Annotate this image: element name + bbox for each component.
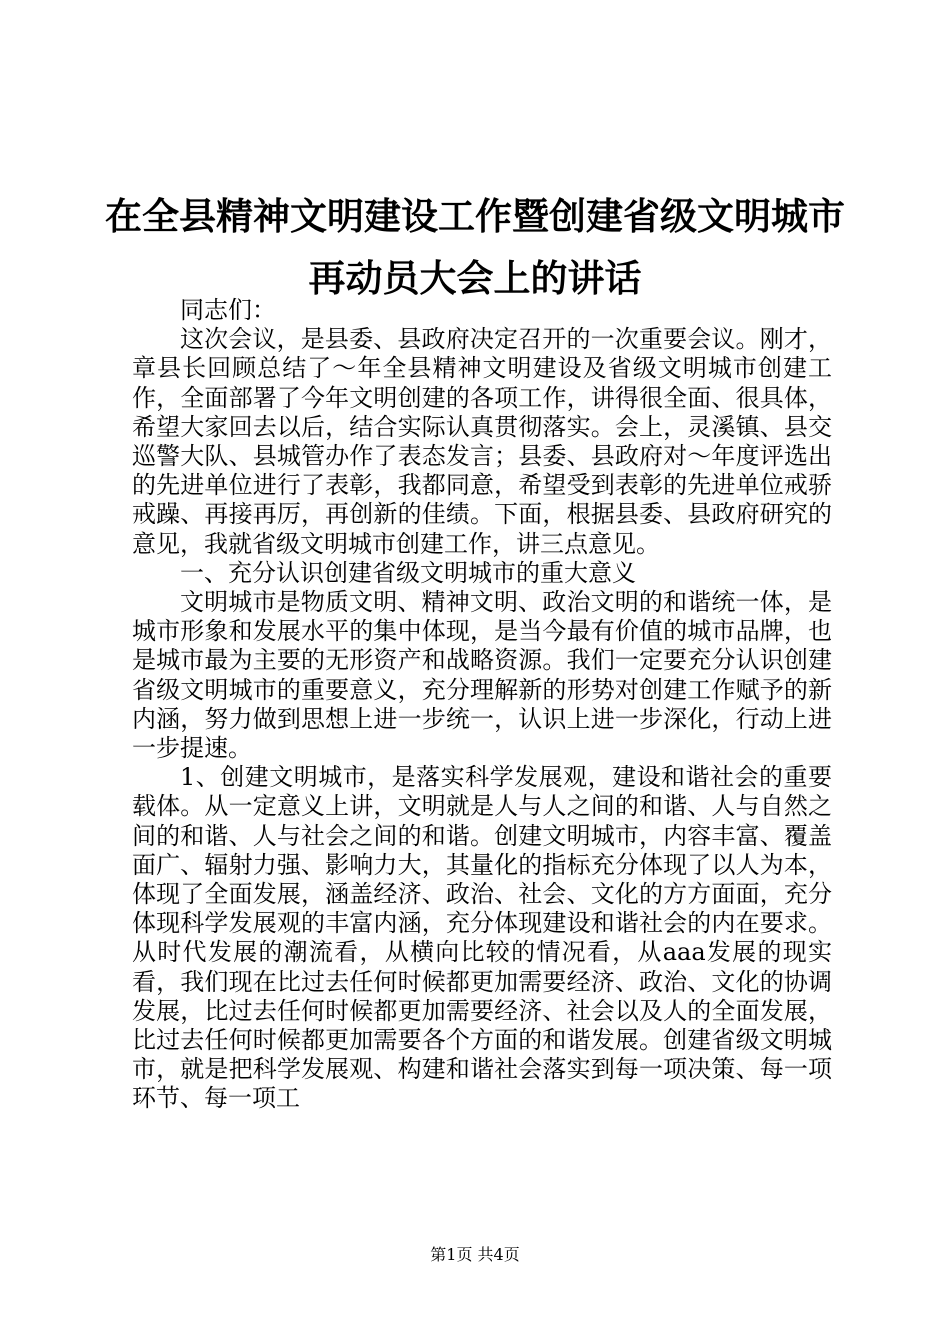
document-title-line-1: 在全县精神文明建设工作暨创建省级文明城市 bbox=[105, 194, 845, 238]
salutation: 同志们： bbox=[180, 296, 276, 324]
paragraph-intro: 这次会议，是县委、县政府决定召开的一次重要会议。刚才，章县长回顾总结了～年全县精神文明建设及省级文明城市创建工作，全面部署了今年文明创建的各项工作，讲得很全面、很具体，希望大家回去以后，结合实际认真贯彻落实。会上，灵溪镇、县交巡警大队、县城管办作了表态发言；县委、县政府对～年度评选出的先进单位进行了表彰，我都同意，希望受到表彰的先进单位戒骄戒躁、再接再厉，再创新的佳绩。下面，根据县委、县政府研究的意见，我就省级文明城市创建工作，讲三点意见。 bbox=[132, 325, 832, 558]
paragraph: 1、创建文明城市，是落实科学发展观，建设和谐社会的重要载体。从一定意义上讲，文明就是人与人之间的和谐、人与自然之间的和谐、人与社会之间的和谐。创建文明城市，内容丰富、覆盖面广、辐射力强、影响力大，其量化的指标充分体现了以人为本，体现了全面发展，涵盖经济、政治、社会、文化的方方面面，充分体现科学发展观的丰富内涵，充分体现建设和谐社会的内在要求。从时代发展的潮流看，从横向比较的情况看，从aaa发展的现实看，我们现在比过去任何时候都更加需要经济、政治、文化的协调发展，比过去任何时候都更加需要经济、社会以及人的全面发展，比过去任何时候都更加需要各个方面的和谐发展。创建省级文明城市，就是把科学发展观、构建和谐社会落实到每一项决策、每一项环节、每一项工 bbox=[132, 763, 832, 1113]
section-heading: 一、充分认识创建省级文明城市的重大意义 bbox=[180, 558, 636, 587]
document-title-line-2: 再动员大会上的讲话 bbox=[308, 256, 642, 300]
page-footer: 第1页 共4页 bbox=[430, 1245, 520, 1264]
paragraph: 文明城市是物质文明、精神文明、政治文明的和谐统一体，是城市形象和发展水平的集中体现，是当今最有价值的城市品牌，也是城市最为主要的无形资产和战略资源。我们一定要充分认识创建省级文明城市的重要意义，充分理解新的形势对创建工作赋予的新内涵，努力做到思想上进一步统一，认识上进一步深化，行动上进一步提速。 bbox=[132, 588, 832, 763]
document-body bbox=[132, 296, 832, 1114]
